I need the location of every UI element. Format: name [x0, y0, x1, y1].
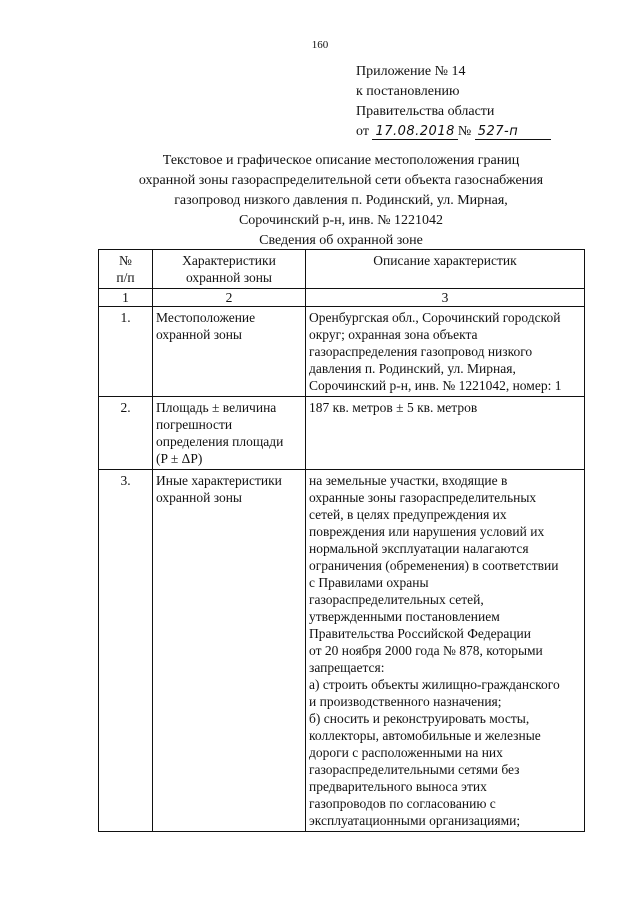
desc-line: Оренбургская обл., Сорочинский городской — [309, 310, 561, 325]
char-line: охранной зоны — [156, 327, 243, 342]
char-line: охранной зоны — [156, 490, 243, 505]
char-line: (P ± ΔP) — [156, 451, 203, 466]
desc-line: сетей, в целях предупреждения их — [309, 507, 507, 522]
header-description — [306, 250, 585, 289]
row-characteristic — [153, 470, 306, 832]
header-char-line: охранной зоны — [185, 270, 272, 285]
index-cell: 1 — [99, 289, 153, 307]
row-description — [306, 307, 585, 397]
desc-line: охранные зоны газораспределительных — [309, 490, 537, 505]
title-line-4: Сорочинский р-н, инв. № 1221042 — [238, 213, 444, 228]
table-caption: Сведения об охранной зоне — [259, 233, 423, 248]
char-line: Местоположение — [156, 310, 256, 325]
header-num — [99, 250, 153, 289]
desc-line: газораспределительных сетей, — [309, 592, 484, 607]
page-number: 160 — [311, 39, 329, 51]
appendix-line-2: к постановлению — [356, 84, 460, 99]
desc-line: утвержденными постановлением — [309, 609, 500, 624]
row-number: 2. — [99, 397, 153, 470]
desc-line: давления п. Родинский, ул. Мирная, — [309, 361, 516, 376]
desc-line: коллекторы, автомобильные и железные — [309, 728, 541, 743]
desc-line: повреждения или нарушения условий их — [309, 524, 545, 539]
desc-line: газораспределения газопровод низкого — [309, 344, 533, 359]
table-header-row — [99, 250, 585, 289]
table-row — [99, 307, 585, 397]
index-cell: 2 — [153, 289, 306, 307]
from-prefix: от — [356, 124, 369, 139]
appendix-line-4 — [356, 122, 551, 142]
desc-line: Сорочинский р-н, инв. № 1221042, номер: 1 — [309, 378, 562, 393]
row-description — [306, 470, 585, 832]
desc-line: б) сносить и реконструировать мосты, — [309, 711, 530, 726]
desc-line: дороги с расположенными на них — [309, 745, 503, 760]
appendix-block — [356, 62, 551, 142]
header-desc-line: Описание характеристик — [373, 253, 517, 268]
desc-line: нормальной эксплуатации налагаются — [309, 541, 529, 556]
header-num-line: № — [119, 253, 132, 268]
char-line: определения площади — [156, 434, 284, 449]
char-line: Иные характеристики — [156, 473, 282, 488]
handwritten-date: 17.08.2018 — [372, 124, 457, 140]
header-char-line: Характеристики — [182, 253, 276, 268]
title-line-1: Текстовое и графическое описание местоположения границ — [162, 153, 520, 168]
index-cell: 3 — [306, 289, 585, 307]
appendix-line-1: Приложение № 14 — [356, 64, 466, 79]
desc-line: 187 кв. метров ± 5 кв. метров — [309, 400, 478, 415]
table-row — [99, 470, 585, 832]
handwritten-number: 527-п — [475, 124, 551, 140]
desc-line: эксплуатационными организациями; — [309, 813, 521, 828]
desc-line: с Правилами охраны — [309, 575, 429, 590]
desc-line: предварительного выноса этих — [309, 779, 487, 794]
row-description — [306, 397, 585, 470]
desc-line: запрещается: — [309, 660, 385, 675]
table-index-row — [99, 289, 585, 307]
desc-line: Правительства Российской Федерации — [309, 626, 531, 641]
desc-line: ограничения (обременения) в соответствии — [309, 558, 559, 573]
desc-line: от 20 ноября 2000 года № 878, которыми — [309, 643, 543, 658]
title-line-3: газопровод низкого давления п. Родинский, ул. Мирная, — [174, 193, 508, 208]
appendix-line-3: Правительства области — [356, 104, 495, 119]
char-line: Площадь ± величина — [156, 400, 277, 415]
row-number: 3. — [99, 470, 153, 832]
header-num-line: п/п — [116, 270, 135, 285]
row-characteristic — [153, 397, 306, 470]
desc-line: и производственного назначения; — [309, 694, 502, 709]
row-number: 1. — [99, 307, 153, 397]
desc-line: округ; охранная зона объекта — [309, 327, 478, 342]
zone-table — [98, 249, 585, 832]
char-line: погрешности — [156, 417, 233, 432]
header-characteristics — [153, 250, 306, 289]
number-prefix: № — [457, 124, 472, 139]
document-title — [100, 151, 582, 231]
desc-line: газопроводов по согласованию с — [309, 796, 496, 811]
table-row — [99, 397, 585, 470]
desc-line: а) строить объекты жилищно-гражданского — [309, 677, 560, 692]
desc-line: на земельные участки, входящие в — [309, 473, 508, 488]
row-characteristic — [153, 307, 306, 397]
desc-line: газораспределительными сетями без — [309, 762, 520, 777]
title-line-2: охранной зоны газораспределительной сети объекта газоснабжения — [138, 173, 544, 188]
